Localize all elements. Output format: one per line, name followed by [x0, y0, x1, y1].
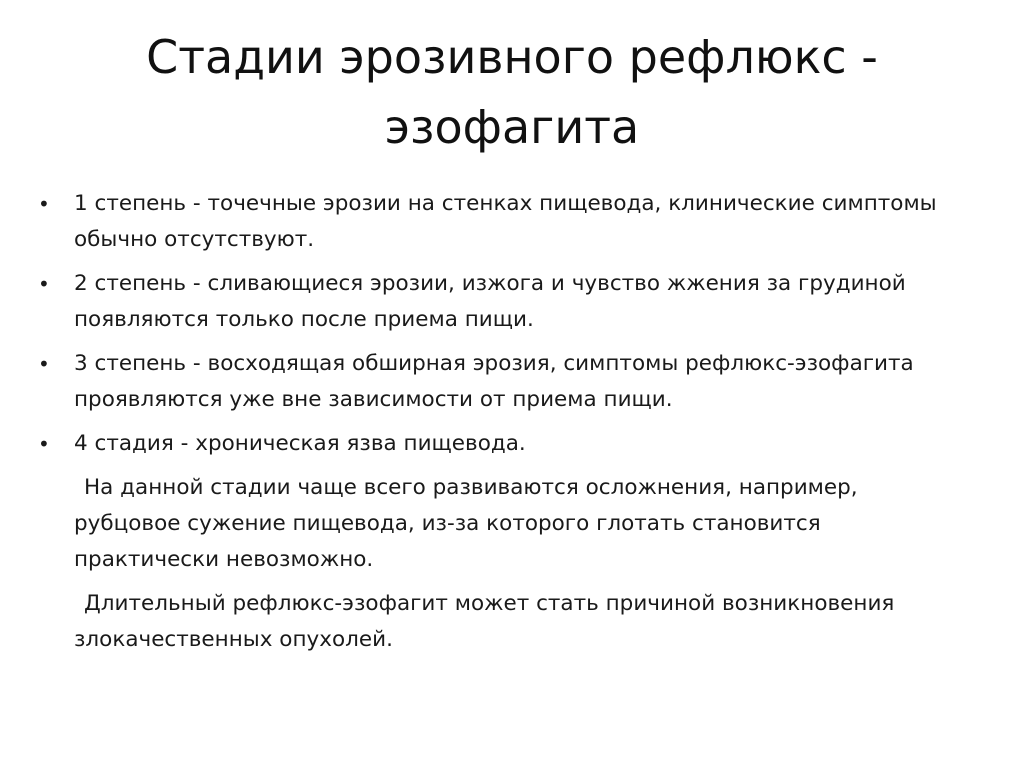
bullet-text-line: появляются только после приема пищи.	[74, 307, 534, 332]
title-line-2: эзофагита	[384, 100, 640, 154]
bullet-item-2	[36, 266, 986, 338]
slide-content	[36, 186, 986, 666]
bullet-text-line: 2 степень - сливающиеся эрозии, изжога и чувство жжения за грудиной	[74, 271, 906, 296]
paragraph-text-line: злокачественных опухолей.	[74, 627, 393, 652]
bullet-text-line: 1 степень - точечные эрозии на стенках пищевода, клинические симптомы	[74, 191, 937, 216]
bullet-text-line: проявляются уже вне зависимости от приема пищи.	[74, 387, 673, 412]
paragraph-text-line: На данной стадии чаще всего развиваются осложнения, например,	[84, 475, 858, 500]
paragraph-complications	[36, 470, 986, 578]
bullet-icon: •	[38, 192, 50, 216]
bullet-icon: •	[38, 352, 50, 376]
bullet-item-4	[36, 426, 986, 462]
bullet-text-line: обычно отсутствуют.	[74, 227, 315, 252]
bullet-text-line: 4 стадия - хроническая язва пищевода.	[74, 431, 526, 456]
bullet-text-line: 3 степень - восходящая обширная эрозия, симптомы рефлюкс-эзофагита	[74, 351, 914, 376]
bullet-item-1	[36, 186, 986, 258]
paragraph-text-line: практически невозможно.	[74, 547, 374, 572]
paragraph-text-line: рубцовое сужение пищевода, из-за которого глотать становится	[74, 511, 821, 536]
paragraph-malignancy	[36, 586, 986, 658]
paragraph-text-line: Длительный рефлюкс-эзофагит может стать причиной возникновения	[84, 591, 895, 616]
title-line-1: Стадии эрозивного рефлюкс -	[146, 30, 878, 84]
slide-title	[60, 22, 964, 162]
bullet-icon: •	[38, 432, 50, 456]
bullet-icon: •	[38, 272, 50, 296]
bullet-item-3	[36, 346, 986, 418]
